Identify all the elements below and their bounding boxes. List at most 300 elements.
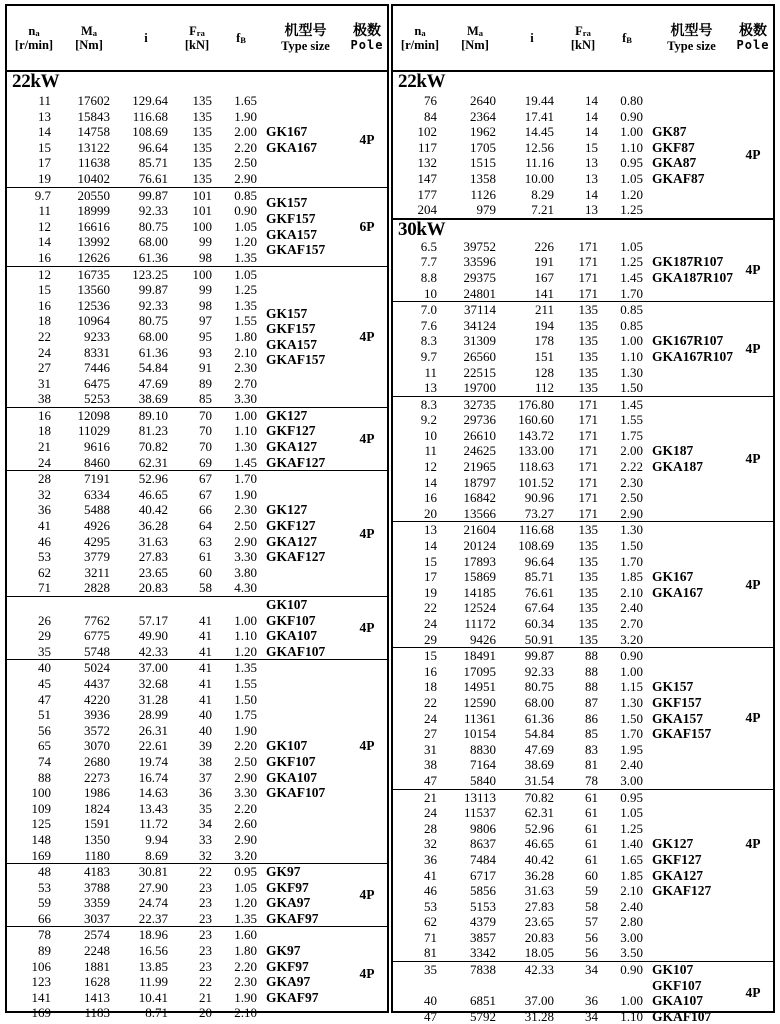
cell-fra: 61: [585, 820, 598, 836]
cell-na: 11: [38, 93, 51, 108]
cell-na: 24: [424, 710, 437, 726]
spec-rows: [7, 267, 263, 407]
cell-na: 7.0: [420, 302, 437, 318]
cell-fb: 3.30: [234, 549, 257, 565]
cell-ma: 6775: [84, 628, 110, 644]
cell-fra: 59: [585, 883, 598, 899]
table-row: [393, 569, 649, 585]
cell-ma: 3211: [84, 564, 110, 580]
cell-fb: 1.00: [234, 407, 257, 423]
cell-i: 70.82: [524, 789, 554, 805]
cell-na: 9.7: [34, 187, 51, 203]
cell-fb: 1.05: [620, 170, 643, 186]
type-size-name: GKF97: [266, 879, 309, 895]
spec-group: [7, 267, 387, 408]
cell-na: 65: [38, 738, 51, 754]
table-row: [393, 522, 649, 538]
cell-fra: 41: [199, 628, 212, 644]
cell-na: 12: [38, 266, 51, 282]
cell-ma: 12590: [463, 694, 496, 710]
cell-na: 38: [424, 757, 437, 773]
table-row: [7, 676, 263, 692]
type-size-cell: [263, 188, 348, 266]
cell-na: 15: [424, 553, 437, 569]
cell-fb: 1.30: [234, 439, 257, 455]
table-row: [393, 821, 649, 837]
cell-fb: 2.40: [620, 898, 643, 914]
cell-i: 19.44: [524, 93, 554, 108]
cell-ma: 1126: [470, 186, 496, 202]
cell-ma: 9616: [84, 439, 110, 455]
cell-ma: 2828: [84, 580, 110, 596]
cell-ma: 17893: [463, 553, 496, 569]
table-row: [393, 202, 649, 218]
cell-ma: 5748: [84, 643, 110, 659]
cell-i: 90.96: [524, 490, 554, 506]
cell-ma: 2273: [84, 769, 110, 785]
cell-i: 108.69: [132, 124, 168, 140]
spec-rows: [7, 927, 263, 1021]
cell-na: 16: [38, 249, 51, 265]
cell-fra: 135: [578, 348, 598, 364]
cell-fra: 135: [192, 108, 212, 124]
table-row: [7, 723, 263, 739]
cell-fb: 1.35: [234, 910, 257, 926]
cell-na: 35: [424, 962, 437, 978]
table-row: [7, 974, 263, 990]
cell-fra: 41: [199, 643, 212, 659]
type-size-name: GKA97: [266, 895, 311, 911]
cell-i: 8.71: [145, 1005, 168, 1021]
cell-ma: 4183: [84, 864, 110, 880]
table-row: [7, 109, 263, 125]
type-size-name: GK187: [652, 443, 694, 459]
cell-ma: 1350: [84, 831, 110, 847]
cell-i: 80.75: [524, 679, 554, 695]
cell-ma: 32735: [463, 396, 496, 412]
cell-i: 176.80: [518, 396, 554, 412]
cell-na: 24: [424, 805, 437, 821]
cell-fb: 2.90: [620, 505, 643, 521]
cell-i: 118.63: [518, 459, 554, 475]
cell-i: 52.96: [138, 471, 168, 487]
cell-ma: 11029: [77, 423, 110, 439]
cell-i: 26.31: [138, 722, 168, 738]
type-size-cell: [263, 267, 348, 407]
cell-fra: 135: [578, 333, 598, 349]
table-row: [393, 711, 649, 727]
cell-fb: 1.25: [620, 820, 643, 836]
cell-fra: 14: [585, 124, 598, 140]
cell-fb: 2.30: [234, 360, 257, 376]
cell-fb: 1.25: [234, 282, 257, 298]
cell-na: 14: [424, 474, 437, 490]
cell-fra: 135: [578, 584, 598, 600]
cell-fra: 88: [585, 663, 598, 679]
cell-ma: 1824: [84, 800, 110, 816]
cell-i: 226: [534, 238, 554, 254]
cell-fb: 2.90: [234, 831, 257, 847]
table-row: [393, 554, 649, 570]
cell-i: 54.84: [524, 726, 554, 742]
cell-na: 24: [38, 344, 51, 360]
spec-rows: [7, 93, 263, 187]
cell-ma: 7838: [470, 962, 496, 978]
cell-i: 116.68: [518, 522, 554, 538]
cell-fb: 1.05: [234, 266, 257, 282]
cell-na: 7.7: [420, 254, 437, 270]
cell-ma: 16842: [463, 490, 496, 506]
cell-ma: 13566: [463, 505, 496, 521]
cell-na: 51: [38, 707, 51, 723]
cell-i: 101.52: [518, 474, 554, 490]
cell-fra: 89: [199, 375, 212, 391]
table-row: [7, 250, 263, 266]
type-size-name: GKA167: [652, 584, 704, 600]
cell-fra: 99: [199, 282, 212, 298]
cell-fra: 14: [585, 186, 598, 202]
cell-fra: 100: [192, 218, 212, 234]
table-row: [393, 239, 649, 255]
cell-i: 22.37: [138, 910, 168, 926]
cell-i: 76.61: [524, 584, 554, 600]
cell-fra: 135: [578, 631, 598, 647]
cell-ma: 3936: [84, 707, 110, 723]
cell-fb: 2.70: [234, 375, 257, 391]
cell-na: 7.6: [420, 317, 437, 333]
cell-fb: 1.10: [234, 423, 257, 439]
spec-rows: [393, 93, 649, 218]
type-size-name: GKA127: [266, 439, 318, 455]
spec-group: [393, 962, 773, 1024]
table-row: [7, 502, 263, 518]
cell-fb: 1.20: [234, 234, 257, 250]
right-table-header: [393, 6, 773, 72]
power-rating-label: 22kW: [12, 71, 60, 92]
table-row: [393, 757, 649, 773]
cell-i: 7.21: [531, 202, 554, 218]
type-size-cell: [263, 927, 348, 1021]
table-row: [7, 140, 263, 156]
pole-cell: 4P: [359, 131, 375, 147]
type-size-name: GKF157: [266, 321, 316, 337]
spec-rows: [7, 660, 263, 863]
type-size-name: GKA187: [652, 459, 704, 475]
header-ma: $M_a$ [Nm]: [75, 23, 103, 52]
cell-ma: 2680: [84, 753, 110, 769]
cell-fra: 14: [585, 108, 598, 124]
cell-fra: 58: [585, 898, 598, 914]
cell-na: 141: [31, 989, 51, 1005]
type-size-name: GKAF157: [652, 726, 712, 742]
cell-fb: 1.90: [234, 108, 257, 124]
cell-ma: 3572: [84, 722, 110, 738]
cell-i: 52.96: [524, 820, 554, 836]
cell-ma: 2640: [470, 93, 496, 108]
cell-ma: 9426: [470, 631, 496, 647]
type-size-name: GK187R107: [652, 254, 724, 270]
cell-i: 178: [534, 333, 554, 349]
cell-ma: 8331: [84, 344, 110, 360]
left-table-header: [7, 6, 387, 72]
pole-cell: 4P: [745, 340, 761, 356]
type-size-cell: [649, 790, 734, 962]
cell-fb: 2.50: [234, 518, 257, 534]
cell-na: 9.7: [420, 348, 437, 364]
cell-na: 59: [38, 895, 51, 911]
cell-fb: 1.00: [620, 993, 643, 1009]
cell-na: 169: [31, 847, 51, 863]
pole-cell: 4P: [745, 985, 761, 1001]
cell-fra: 40: [199, 722, 212, 738]
table-row: [393, 412, 649, 428]
table-row: [7, 959, 263, 975]
cell-ma: 3857: [470, 929, 496, 945]
cell-na: 53: [38, 549, 51, 565]
cell-fra: 63: [199, 533, 212, 549]
cell-i: 211: [534, 302, 554, 318]
table-row: [7, 203, 263, 219]
cell-fra: 15: [585, 139, 598, 155]
cell-fb: 1.30: [620, 364, 643, 380]
cell-i: 27.83: [524, 898, 554, 914]
cell-ma: 1180: [84, 847, 110, 863]
cell-fra: 64: [199, 518, 212, 534]
type-size-name: GKF87: [652, 139, 695, 155]
cell-ma: 18491: [463, 648, 496, 664]
cell-i: 143.72: [518, 427, 554, 443]
cell-na: 26: [38, 612, 51, 628]
cell-i: 129.64: [132, 93, 168, 108]
type-size-name: GKAF97: [266, 989, 319, 1005]
spec-group: [393, 790, 773, 963]
cell-na: 9.2: [420, 412, 437, 428]
spec-rows: [393, 397, 649, 522]
cell-fra: 98: [199, 249, 212, 265]
cell-fb: 0.95: [620, 789, 643, 805]
cell-fra: 171: [578, 396, 598, 412]
cell-i: 31.63: [524, 883, 554, 899]
cell-ma: 14951: [463, 679, 496, 695]
cell-na: 40: [38, 660, 51, 676]
cell-na: 19: [38, 170, 51, 186]
cell-fra: 135: [578, 317, 598, 333]
cell-i: 11.99: [139, 974, 168, 990]
cell-ma: 8637: [470, 836, 496, 852]
cell-i: 10.41: [138, 989, 168, 1005]
cell-fb: 3.20: [234, 847, 257, 863]
cell-na: 106: [31, 958, 51, 974]
table-row: [7, 707, 263, 723]
cell-ma: 37114: [463, 302, 496, 318]
cell-i: 96.64: [524, 553, 554, 569]
cell-i: 14.63: [138, 785, 168, 801]
cell-ma: 2248: [84, 943, 110, 959]
type-size-cell: [649, 239, 734, 301]
cell-fra: 70: [199, 439, 212, 455]
table-row: [393, 270, 649, 286]
table-row: [7, 455, 263, 471]
cell-fra: 20: [199, 1005, 212, 1021]
cell-fra: 171: [578, 269, 598, 285]
table-row: [7, 471, 263, 487]
type-size-name: GKAF107: [266, 643, 326, 659]
cell-na: 6.5: [420, 238, 437, 254]
cell-na: 11: [424, 443, 437, 459]
table-row: [7, 613, 263, 629]
cell-na: 14: [424, 538, 437, 554]
cell-ma: 3070: [84, 738, 110, 754]
cell-ma: 16616: [77, 218, 110, 234]
spec-group: [393, 648, 773, 789]
cell-na: 11: [38, 203, 51, 219]
cell-fra: 23: [199, 927, 212, 943]
cell-fra: 93: [199, 344, 212, 360]
cell-fb: 3.20: [620, 631, 643, 647]
cell-fra: 67: [199, 486, 212, 502]
cell-fb: 2.30: [620, 474, 643, 490]
cell-i: 61.36: [138, 249, 168, 265]
cell-na: 22: [38, 328, 51, 344]
cell-i: 85.71: [524, 569, 554, 585]
type-size-name: GKF97: [266, 958, 309, 974]
cell-na: 13: [424, 522, 437, 538]
type-size-name: GKAF157: [266, 242, 326, 258]
table-row: [393, 506, 649, 522]
cell-fra: 171: [578, 490, 598, 506]
table-row: [7, 376, 263, 392]
cell-fb: 2.40: [620, 757, 643, 773]
cell-fra: 40: [199, 707, 212, 723]
type-size-cell: [649, 522, 734, 647]
cell-i: 42.33: [138, 643, 168, 659]
cell-na: 40: [424, 993, 437, 1009]
cell-ma: 979: [476, 202, 496, 218]
cell-fra: 98: [199, 297, 212, 313]
cell-ma: 21604: [463, 522, 496, 538]
cell-fra: [561, 978, 605, 994]
spec-group: [393, 93, 773, 218]
cell-i: 62.31: [138, 454, 168, 470]
cell-i: 67.64: [524, 600, 554, 616]
table-row: [393, 616, 649, 632]
cell-i: 40.42: [138, 502, 168, 518]
table-row: [7, 234, 263, 250]
spec-group: [393, 239, 773, 302]
cell-fb: 1.85: [620, 569, 643, 585]
header-na: $n_a$ [r/min]: [400, 23, 440, 52]
cell-fra: 41: [199, 612, 212, 628]
cell-ma: 2364: [470, 108, 496, 124]
cell-na: 35: [38, 643, 51, 659]
cell-i: 28.99: [138, 707, 168, 723]
cell-fb: 1.45: [620, 269, 643, 285]
table-row: [7, 171, 263, 187]
cell-i: 99.87: [138, 187, 168, 203]
cell-i: 151: [534, 348, 554, 364]
cell-fb: 1.55: [234, 675, 257, 691]
type-size-name: GK157: [266, 305, 308, 321]
cell-ma: 13122: [77, 139, 110, 155]
right-table-panel: [391, 4, 775, 1024]
cell-fb: 1.10: [620, 348, 643, 364]
cell-na: 29: [424, 631, 437, 647]
cell-i: 50.91: [524, 631, 554, 647]
type-size-name: GK97: [266, 864, 301, 880]
cell-ma: 1986: [84, 785, 110, 801]
cell-i: 30.81: [138, 864, 168, 880]
left-table-panel: [5, 4, 389, 1021]
cell-fra: 67: [199, 471, 212, 487]
cell-i: 70.82: [138, 439, 168, 455]
cell-ma: 3779: [84, 549, 110, 565]
table-row: [393, 286, 649, 302]
table-row: [393, 868, 649, 884]
cell-ma: 1358: [470, 170, 496, 186]
cell-fra: 36: [585, 993, 598, 1009]
cell-fb: 1.50: [620, 710, 643, 726]
cell-i: 16.56: [138, 943, 168, 959]
cell-i: 27.90: [138, 879, 168, 895]
spec-rows: [393, 962, 649, 1024]
cell-i: 112: [534, 380, 554, 396]
cell-fra: 61: [585, 789, 598, 805]
cell-fra: 23: [199, 958, 212, 974]
cell-na: 125: [31, 816, 51, 832]
cell-fb: 1.40: [620, 836, 643, 852]
cell-fb: 2.50: [234, 155, 257, 171]
cell-fra: 171: [578, 443, 598, 459]
cell-i: 31.63: [138, 533, 168, 549]
table-row: [393, 428, 649, 444]
cell-fra: 78: [585, 772, 598, 788]
cell-fb: 3.00: [620, 929, 643, 945]
cell-fb: 2.00: [620, 443, 643, 459]
cell-na: 169: [31, 1005, 51, 1021]
cell-na: 32: [38, 486, 51, 502]
cell-ma: 8830: [470, 741, 496, 757]
cell-ma: 31309: [463, 333, 496, 349]
cell-ma: 4220: [84, 691, 110, 707]
cell-fb: 1.55: [234, 313, 257, 329]
cell-fra: 97: [199, 313, 212, 329]
cell-na: 53: [38, 879, 51, 895]
header-fb: $f_B$: [236, 30, 246, 46]
cell-na: [393, 978, 447, 994]
table-row: [7, 188, 263, 204]
spec-rows: [393, 239, 649, 301]
cell-na: 15: [424, 648, 437, 664]
cell-fra: 135: [578, 380, 598, 396]
cell-i: 60.34: [524, 616, 554, 631]
cell-ma: 6475: [84, 375, 110, 391]
cell-na: 47: [424, 1008, 437, 1024]
cell-na: 21: [424, 789, 437, 805]
table-row: [393, 852, 649, 868]
table-row: [7, 534, 263, 550]
cell-fb: 1.70: [620, 553, 643, 569]
table-row: [7, 770, 263, 786]
cell-na: 62: [38, 564, 51, 580]
type-size-name: GK167R107: [652, 333, 724, 349]
cell-fra: 135: [192, 170, 212, 186]
cell-ma: 11537: [463, 805, 496, 821]
cell-ma: 17095: [463, 663, 496, 679]
cell-na: 18: [38, 423, 51, 439]
cell-na: 8.3: [420, 333, 437, 349]
table-row: [7, 880, 263, 896]
cell-fra: 60: [199, 564, 212, 580]
